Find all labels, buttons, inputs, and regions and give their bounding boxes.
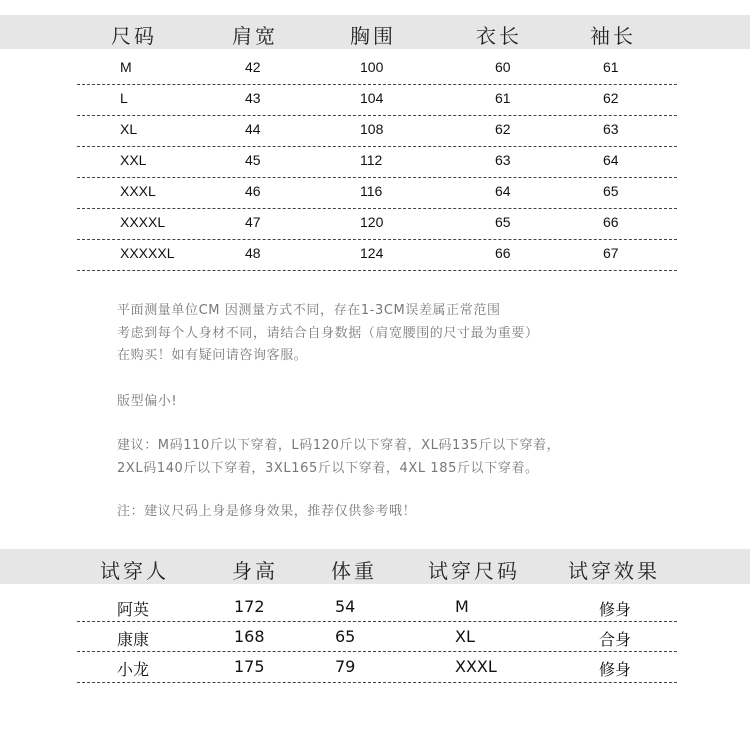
table-row bbox=[77, 621, 677, 652]
size-cell: XXXL bbox=[120, 183, 156, 199]
header-tester: 试穿人 bbox=[100, 559, 169, 583]
table-row bbox=[77, 591, 677, 622]
suggestion-line-2: 2XL码140斤以下穿着，3XL165斤以下穿着，4XL 185斤以下穿着。 bbox=[117, 461, 539, 476]
shoulder-cell: 42 bbox=[245, 59, 261, 75]
chest-cell: 120 bbox=[360, 214, 384, 230]
trial-size-cell: XL bbox=[455, 627, 475, 646]
length-cell: 60 bbox=[495, 59, 511, 75]
trial-effect-cell: 修身 bbox=[599, 600, 632, 619]
trial-effect-cell: 修身 bbox=[599, 660, 632, 679]
tester-cell: 小龙 bbox=[117, 660, 150, 679]
weight-cell: 79 bbox=[335, 657, 356, 676]
header-weight: 体重 bbox=[331, 559, 377, 583]
length-cell: 62 bbox=[495, 121, 511, 137]
size-cell: XL bbox=[120, 121, 138, 137]
weight-cell: 54 bbox=[335, 597, 356, 616]
chest-cell: 100 bbox=[360, 59, 384, 75]
tester-cell: 康康 bbox=[117, 630, 150, 649]
table-row bbox=[77, 115, 677, 147]
sleeve-cell: 62 bbox=[603, 90, 619, 106]
sleeve-cell: 65 bbox=[603, 183, 619, 199]
header-height: 身高 bbox=[232, 559, 278, 583]
size-cell: XXXXXL bbox=[120, 245, 175, 261]
chest-cell: 116 bbox=[360, 183, 383, 199]
header-chest: 胸围 bbox=[350, 24, 396, 48]
trial-size-cell: M bbox=[455, 597, 469, 616]
table-row bbox=[77, 53, 677, 85]
height-cell: 168 bbox=[234, 627, 265, 646]
table-row bbox=[77, 177, 677, 209]
chest-cell: 124 bbox=[360, 245, 384, 261]
trial-table-header bbox=[0, 549, 750, 584]
length-cell: 63 bbox=[495, 152, 511, 168]
length-cell: 66 bbox=[495, 245, 511, 261]
sleeve-cell: 63 bbox=[603, 121, 619, 137]
length-cell: 61 bbox=[495, 90, 511, 106]
table-row bbox=[77, 146, 677, 178]
length-cell: 65 bbox=[495, 214, 511, 230]
header-shoulder: 肩宽 bbox=[232, 24, 278, 48]
measure-note-1: 平面测量单位CM 因测量方式不同，存在1-3CM误差属正常范围 bbox=[117, 303, 501, 318]
size-table-header bbox=[0, 15, 750, 49]
length-cell: 64 bbox=[495, 183, 511, 199]
shoulder-cell: 47 bbox=[245, 214, 261, 230]
trial-effect-cell: 合身 bbox=[599, 630, 632, 649]
trial-size-cell: XXXL bbox=[455, 657, 497, 676]
suggestion-line-1: 建议：M码110斤以下穿着，L码120斤以下穿着，XL码135斤以下穿着， bbox=[117, 438, 561, 453]
size-cell: L bbox=[120, 90, 128, 106]
fit-note: 版型偏小! bbox=[117, 394, 178, 409]
shoulder-cell: 46 bbox=[245, 183, 261, 199]
table-row bbox=[77, 208, 677, 240]
table-row bbox=[77, 239, 677, 271]
header-trial-size: 试穿尺码 bbox=[428, 559, 520, 583]
height-cell: 175 bbox=[234, 657, 265, 676]
shoulder-cell: 45 bbox=[245, 152, 261, 168]
header-trial-effect: 试穿效果 bbox=[568, 559, 660, 583]
table-row bbox=[77, 84, 677, 116]
sleeve-cell: 61 bbox=[603, 59, 619, 75]
size-cell: M bbox=[120, 59, 132, 75]
size-cell: XXL bbox=[120, 152, 147, 168]
header-sleeve: 袖长 bbox=[590, 24, 636, 48]
header-length: 衣长 bbox=[476, 24, 522, 48]
shoulder-cell: 43 bbox=[245, 90, 261, 106]
chest-cell: 112 bbox=[360, 152, 383, 168]
chest-cell: 108 bbox=[360, 121, 384, 137]
height-cell: 172 bbox=[234, 597, 265, 616]
measure-note-3: 在购买！如有疑问请咨询客服。 bbox=[117, 348, 308, 363]
chest-cell: 104 bbox=[360, 90, 384, 106]
tester-cell: 阿英 bbox=[117, 600, 150, 619]
sleeve-cell: 67 bbox=[603, 245, 619, 261]
sleeve-cell: 66 bbox=[603, 214, 619, 230]
shoulder-cell: 44 bbox=[245, 121, 261, 137]
sleeve-cell: 64 bbox=[603, 152, 619, 168]
measure-note-2: 考虑到每个人身材不同，请结合自身数据（肩宽腰围的尺寸最为重要） bbox=[117, 326, 539, 341]
weight-cell: 65 bbox=[335, 627, 356, 646]
remark-note: 注：建议尺码上身是修身效果，推荐仅供参考哦！ bbox=[117, 504, 417, 519]
header-size: 尺码 bbox=[111, 24, 157, 48]
table-row bbox=[77, 651, 677, 683]
shoulder-cell: 48 bbox=[245, 245, 261, 261]
size-cell: XXXXL bbox=[120, 214, 166, 230]
